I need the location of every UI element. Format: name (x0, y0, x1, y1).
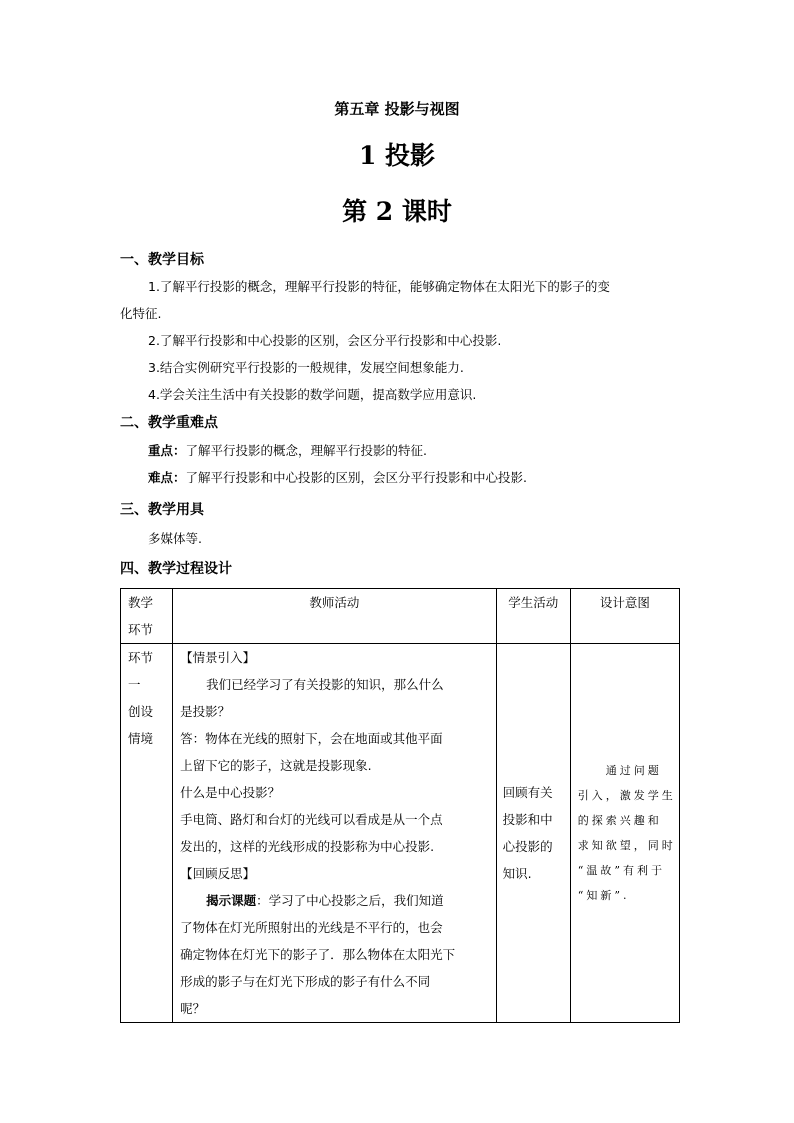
design-line: 的探索兴趣和 (577, 814, 662, 827)
stage-line: 创设 (128, 704, 154, 719)
design-line: 引入，激发学生 (577, 789, 676, 802)
teacher-line: 呢？ (180, 1001, 206, 1016)
goal-item-2: 2.了解平行投影和中心投影的区别，会区分平行投影和中心投影. (148, 333, 502, 348)
teacher-line: 【回顾反思】 (180, 866, 256, 881)
student-line: 知识. (502, 866, 532, 881)
header-stage-line1: 教学 (128, 595, 154, 610)
lesson-plan-table (120, 588, 680, 1023)
table-row (121, 644, 680, 1023)
student-line: 投影和中 (502, 812, 553, 827)
teacher-line: 了物体在灯光所照射出的光线是不平行的，也会 (180, 920, 443, 935)
key-point (148, 437, 427, 464)
section-heading-tools: 三、教学用具 (120, 502, 204, 518)
stage-cell (121, 644, 173, 1023)
key-point-label: 重点： (148, 443, 186, 458)
lesson-title: 1 投影 (358, 141, 436, 170)
design-line: “温故”有利于 (577, 864, 666, 877)
section-heading-key-points: 二、教学重难点 (120, 415, 218, 431)
teacher-activity-cell (173, 644, 497, 1023)
teacher-line: 【情景引入】 (180, 650, 256, 665)
teacher-line: 手电筒、路灯和台灯的光线可以看成是从一个点 (180, 812, 443, 827)
teacher-line (180, 887, 490, 914)
design-intent-cell (570, 644, 679, 1023)
header-stage-line2: 环节 (128, 622, 154, 637)
reveal-topic-text: ：学习了中心投影之后，我们知道 (256, 893, 444, 908)
teacher-line: 我们已经学习了有关投影的知识，那么什么 (206, 677, 444, 692)
student-line: 心投影的 (502, 839, 553, 854)
header-design: 设计意图 (570, 589, 679, 644)
goal-item-4: 4.学会关注生活中有关投影的数学问题，提高数学应用意识. (148, 387, 477, 402)
header-student: 学生活动 (496, 589, 570, 644)
design-line: 通过问题 (577, 764, 662, 777)
tools-text: 多媒体等. (148, 531, 202, 546)
teacher-line: 答：物体在光线的照射下，会在地面或其他平面 (180, 731, 443, 746)
design-line: “知新”. (577, 889, 630, 902)
teacher-line: 发出的，这样的光线形成的投影称为中心投影. (180, 839, 435, 854)
goal-item-1: 1.了解平行投影的概念，理解平行投影的特征，能够确定物体在太阳光下的影子的变 (148, 279, 610, 294)
chapter-title: 第五章 投影与视图 (334, 100, 460, 118)
student-line: 回顾有关 (502, 785, 553, 800)
goal-item-1-cont: 化特征. (120, 306, 162, 321)
difficult-point-label: 难点： (148, 470, 186, 485)
stage-line: 环节 (128, 650, 154, 665)
teacher-line: 形成的影子与在灯光下形成的影子有什么不同 (180, 974, 431, 989)
student-activity-cell (496, 644, 570, 1023)
header-teacher: 教师活动 (173, 589, 497, 644)
teacher-line: 确定物体在灯光下的影子了．那么物体在太阳光下 (180, 947, 456, 962)
difficult-point-text: 了解平行投影和中心投影的区别，会区分平行投影和中心投影. (185, 470, 527, 485)
goal-item-3: 3.结合实例研究平行投影的一般规律，发展空间想象能力. (148, 360, 464, 375)
section-heading-goals: 一、教学目标 (120, 252, 204, 268)
reveal-topic-label: 揭示课题 (206, 893, 257, 908)
teacher-line: 什么是中心投影？ (180, 785, 281, 800)
key-point-text: 了解平行投影的概念，理解平行投影的特征. (185, 443, 427, 458)
teacher-line: 上留下它的影子，这就是投影现象. (180, 758, 372, 773)
header-stage (121, 589, 173, 644)
table-header-row (121, 589, 680, 644)
difficult-point (148, 464, 527, 491)
stage-line: 情境 (128, 731, 154, 746)
teacher-line: 是投影？ (180, 704, 231, 719)
period-title: 第 2 课时 (342, 197, 452, 226)
section-heading-process: 四、教学过程设计 (120, 561, 232, 577)
design-line: 求知欲望，同时 (577, 839, 676, 852)
stage-line: 一 (128, 677, 141, 692)
